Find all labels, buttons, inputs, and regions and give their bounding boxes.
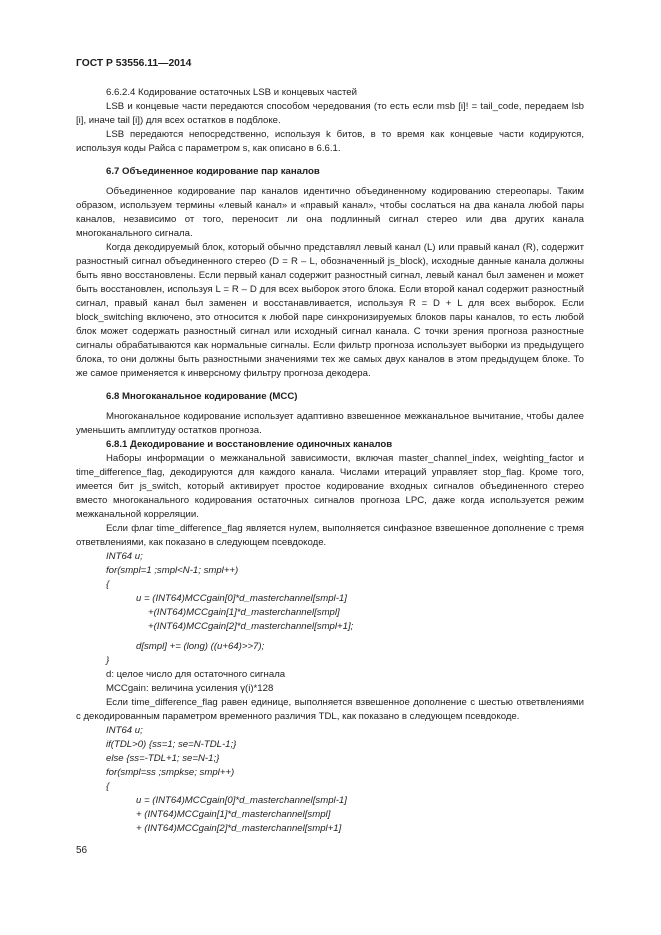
code-line: + (INT64)MCCgain[2]*d_masterchannel[smpl+1] [136, 823, 342, 834]
code-line: { [106, 579, 110, 590]
section-heading: 6.8.1 Декодирование и восстановление одиночных каналов [106, 439, 393, 450]
page-number: 56 [76, 845, 88, 856]
definition: MCCgain: величина усиления γ(i)*128 [106, 683, 274, 694]
section-heading: 6.7 Объединенное кодирование пар каналов [106, 166, 320, 177]
code-line: u = (INT64)MCCgain[0]*d_masterchannel[smpl-1] [136, 593, 347, 604]
code-line: d[smpl] += (long) ((u+64)>>7); [136, 641, 265, 652]
definition: d: целое число для остаточного сигнала [106, 669, 286, 680]
paragraph: Если time_difference_flag равен единице, выполняется взвешенное дополнение с шестью ответвлениями с декодированным параметром временного различия TDL, как показано в следующем псевдокоде. [76, 697, 584, 722]
paragraph: Наборы информации о межканальной зависимости, включая master_channel_index, weighting_factor и time_difference_flag, декодируются для каждого канала. Числами итераций управляет stop_flag. Кроме того, имеется бит js_switch, который активирует простое кодирование входных сигналов объединенного стерео вместо многоканального кодирования остаточных сигналов прогноза LPC, даже когда используется режим межканальной корреляции. [76, 453, 584, 520]
paragraph: Многоканальное кодирование использует адаптивно взвешенное межканальное вычитание, чтобы далее уменьшить амплитуду остатков прогноза. [76, 411, 584, 436]
section-heading: 6.8 Многоканальное кодирование (MCC) [106, 391, 298, 402]
page-body [76, 86, 584, 836]
code-line: +(INT64)MCCgain[2]*d_masterchannel[smpl+1]; [148, 621, 354, 632]
code-line: if(TDL>0) {ss=1; se=N-TDL-1;} [106, 739, 237, 750]
code-line: +(INT64)MCCgain[1]*d_masterchannel[smpl] [148, 607, 340, 618]
paragraph: Объединенное кодирование пар каналов идентично объединенному кодированию стереопары. Таким образом, используем термины «левый канал» и «правый канал», чтобы сослаться на два канала любой пары каналов, независимо от того, переносит ли она подлинный сигнал стерео или два других канала многоканального сигнала. [76, 186, 584, 239]
paragraph: LSB и концевые части передаются способом чередования (то есть если msb [i]! = tail_code, передаем lsb [i], иначе tail [i]) для всех остатков в подблоке. [76, 101, 584, 126]
code-line: u = (INT64)MCCgain[0]*d_masterchannel[smpl-1] [136, 795, 347, 806]
paragraph: LSB передаются непосредственно, используя k битов, в то время как концевые части кодируются, используя коды Райса с параметром s, как описано в 6.6.1. [76, 129, 584, 154]
code-line: INT64 u; [106, 725, 143, 736]
code-line: for(smpl=ss ;smpkse; smpl++) [106, 767, 235, 778]
paragraph: Когда декодируемый блок, который обычно представлял левый канал (L) или правый канал (R), содержит разностный сигнал объединенного стерео (D = R – L, обозначенный js_block), исходные данные канала должны быть явно восстановлены. Если первый канал содержит разностный сигнал, левый канал был заменен и может быть восстановлен, используя L = R – D для всех выборок этого блока. Если второй канал содержит разностный сигнал, правый канал был заменен и восстанавливается, используя R = D + L для всех выборок. Если block_switching включено, это относится к любой паре синхронизируемых блоков пары каналов, то есть любой блок может содержать разностный сигнал или исходный сигнал канала. С точки зрения прогноза разностные сигналы обрабатываются как нормальные сигналы. Если фильтр прогноза использует выборки из предыдущего блока, то они должны быть разностными значениями тех же самых двух каналов в этом предыдущем блоке. То же самое применяется к инверсному фильтру прогноза декодера. [76, 242, 584, 379]
code-line: } [106, 655, 110, 666]
code-line: INT64 u; [106, 551, 143, 562]
code-line: + (INT64)MCCgain[1]*d_masterchannel[smpl] [136, 809, 331, 820]
code-line: for(smpl=1 ;smpl<N-1; smpl++) [106, 565, 239, 576]
code-line: { [106, 781, 110, 792]
code-line: else {ss=-TDL+1; se=N-1;} [106, 753, 220, 764]
paragraph: Если флаг time_difference_flag является нулем, выполняется синфазное взвешенное дополнение с тремя ответвлениями, как показано в следующем псевдокоде. [76, 523, 584, 548]
document-header: ГОСТ Р 53556.11—2014 [76, 58, 192, 69]
section-heading: 6.6.2.4 Кодирование остаточных LSB и концевых частей [106, 87, 357, 98]
